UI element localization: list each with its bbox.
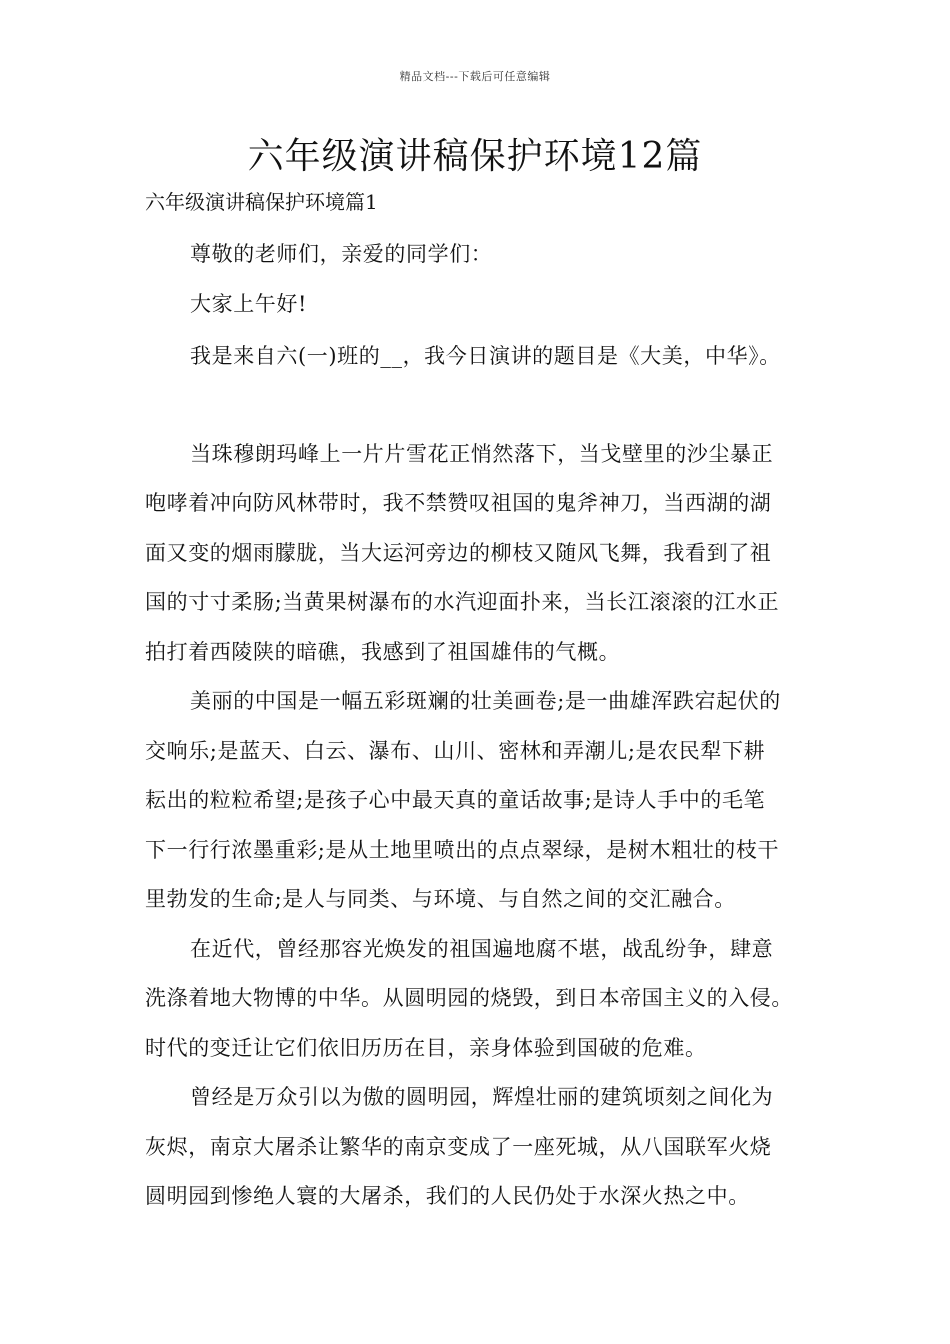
paragraph-line: 面又变的烟雨朦胧，当大运河旁边的柳枝又随风飞舞，我看到了祖: [145, 541, 772, 565]
paragraph-line: 美丽的中国是一幅五彩斑斓的壮美画卷;是一曲雄浑跌宕起伏的: [190, 689, 781, 713]
hello-line: 大家上午好!: [190, 292, 308, 316]
paragraph-line: 里勃发的生命;是人与同类、与环境、与自然之间的交汇融合。: [145, 887, 736, 911]
paragraph-line: 国的寸寸柔肠;当黄果树瀑布的水汽迎面扑来，当长江滚滚的江水正: [145, 590, 780, 614]
paragraph-line: 下一行行浓墨重彩;是从土地里喷出的点点翠绿，是树木粗壮的枝干: [145, 838, 780, 862]
paragraph-line: 当珠穆朗玛峰上一片片雪花正悄然落下，当戈壁里的沙尘暴正: [190, 442, 774, 466]
paragraph-line: 圆明园到惨绝人寰的大屠杀，我们的人民仍处于水深火热之中。: [145, 1184, 750, 1208]
document-title: 六年级演讲稿保护环境12篇: [247, 136, 703, 177]
header-note: 精品文档---下载后可任意编辑: [399, 70, 551, 83]
paragraph-line: 洗涤着地大物博的中华。从圆明园的烧毁，到日本帝国主义的入侵。: [145, 986, 793, 1010]
intro-line: 我是来自六(一)班的__，我今日演讲的题目是《大美，中华》。: [190, 344, 781, 368]
paragraph-line: 灰烬，南京大屠杀让繁华的南京变成了一座死城，从八国联军火烧: [145, 1135, 772, 1159]
paragraph-line: 咆哮着冲向防风林带时，我不禁赞叹祖国的鬼斧神刀，当西湖的湖: [145, 491, 772, 515]
paragraph-line: 耘出的粒粒希望;是孩子心中最天真的童话故事;是诗人手中的毛笔: [145, 788, 766, 812]
paragraph-line: 交响乐;是蓝天、白云、瀑布、山川、密林和弄潮儿;是农民犁下耕: [145, 739, 766, 763]
paragraph-line: 拍打着西陵陕的暗礁，我感到了祖国雄伟的气概。: [145, 640, 621, 664]
paragraph-line: 在近代，曾经那容光焕发的祖国遍地腐不堪，战乱纷争，肆意: [190, 937, 774, 961]
section-heading: 六年级演讲稿保护环境篇1: [145, 190, 378, 214]
greeting-line: 尊敬的老师们，亲爱的同学们：: [190, 242, 493, 266]
paragraph-line: 时代的变迁让它们依旧历历在目，亲身体验到国破的危难。: [145, 1036, 707, 1060]
paragraph-line: 曾经是万众引以为傲的圆明园，辉煌壮丽的建筑顷刻之间化为: [190, 1085, 774, 1109]
